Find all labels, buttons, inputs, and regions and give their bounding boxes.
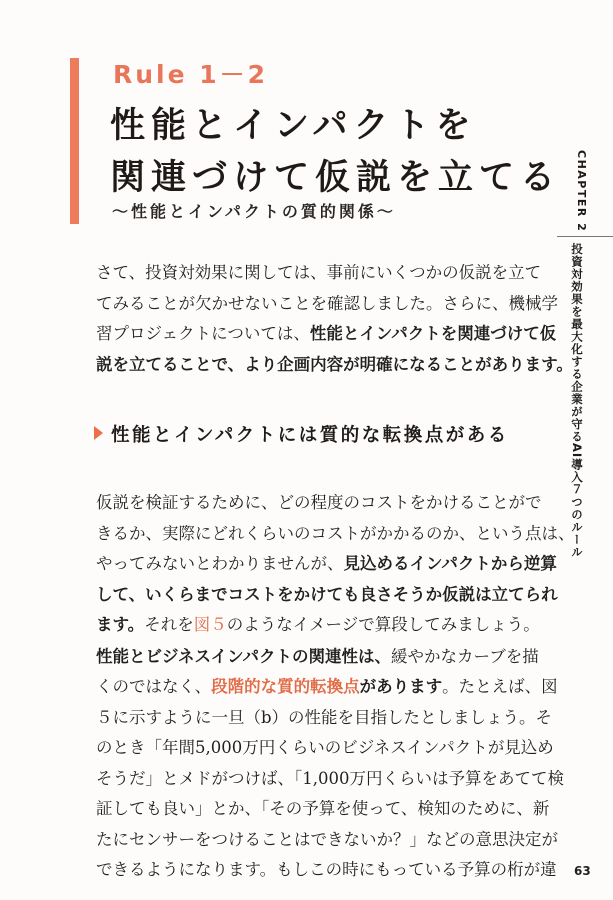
bold-text: 性能とビジネスインパクトの関連性は、 [96, 646, 392, 666]
text-line: のとき「年間5,000万円くらいのビジネスインパクトが見込め [96, 738, 554, 757]
page-title [110, 100, 561, 204]
text-line: 証しても良い」とか、「その予算を使って、検知のために、新 [96, 799, 550, 818]
text-line [96, 672, 575, 703]
sidebar-divider [557, 236, 613, 237]
text-line [96, 289, 573, 320]
chapter-label: CHAPTER 2 [575, 150, 588, 233]
text-run: くのではなく、 [96, 677, 212, 696]
text-line: ５に示すように一旦（b）の性能を目指したとしましょう。そ [96, 707, 553, 727]
accent-bar [70, 58, 79, 224]
page-number: 63 [574, 864, 591, 878]
sidebar-book-title: 投資対効果を最大化する企業が守るAI導入７つのルール [570, 243, 584, 559]
paragraph-intro [96, 258, 573, 380]
text-line: たにセンサーをつけることはできないか？」などの意思決定が [96, 829, 558, 849]
text-line: そうだ」とメドがつけば、「1,000万円くらいは予算をあてて検 [96, 768, 564, 788]
text-run: 緩やかなカーブを描 [391, 646, 539, 666]
text-run: やってみないとわかりませんが、 [96, 554, 344, 573]
figure-ref-link[interactable]: 図５ [193, 615, 227, 634]
bold-text: 見込めるインパクトから逆算 [343, 554, 557, 573]
text-line: 仮説を検証するために、どの程度のコストをかけることがで [96, 493, 542, 512]
highlight-text: 段階的な質的転換点 [211, 677, 360, 696]
text-run: それを [144, 615, 194, 634]
bold-text: ます。 [96, 615, 145, 634]
text-line [96, 610, 575, 641]
text-run: 習プロジェクトについては、 [96, 324, 310, 343]
title-line-1: 性能とインパクトを [110, 106, 477, 146]
text-line [96, 641, 575, 673]
rule-label: Rule 1－2 [113, 60, 269, 89]
bold-text: があります [359, 677, 443, 696]
subtitle: 〜性能とインパクトの質的関係〜 [112, 202, 396, 221]
text-run: 。たとえば、図 [442, 677, 558, 696]
title-line-2: 関連づけて仮説を立てる [110, 158, 562, 198]
section-heading [94, 423, 509, 449]
text-run: のようなイメージで算段してみましょう。 [226, 615, 540, 634]
triangle-bullet-icon [94, 426, 103, 440]
section-heading-text: 性能とインパクトには質的な転換点がある [111, 425, 509, 446]
text-run: てみることが欠かせないことを確認しました。さらに、機械学 [96, 293, 558, 313]
body-text [96, 488, 575, 886]
text-line: さて、投資対効果に関しては、事前にいくつかの仮説を立て [96, 263, 542, 282]
bold-text-line: して、いくらまでコストをかけても良さそうか仮説は立てられ [96, 584, 558, 604]
bold-text-line: 説を立てることで、より企画内容が明確になることがあります。 [96, 354, 573, 374]
text-line [96, 319, 573, 350]
text-line: きるか、実際にどれくらいのコストがかかるのか、という点は、 [96, 523, 575, 543]
text-line [96, 549, 575, 580]
text-line: できるようになります。もしこの時にもっている予算の桁が違 [96, 860, 557, 879]
bold-text: 性能とインパクトを関連づけて仮 [309, 324, 557, 343]
